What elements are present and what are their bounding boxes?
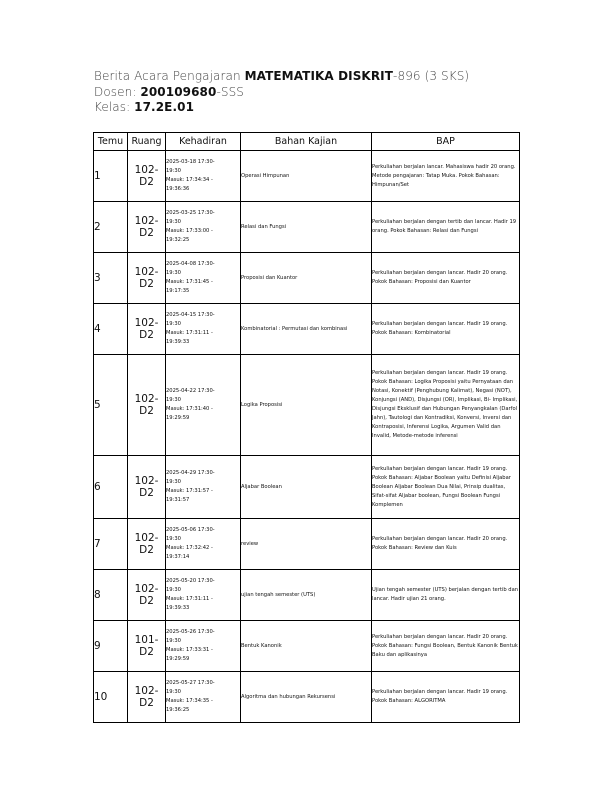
kehadiran-line: 2025-03-25 17:30- (166, 210, 215, 216)
cell-bahan-kajian: Algoritma dan hubungan Rekursensi (241, 672, 372, 723)
kehadiran-line: 19:29:59 (166, 415, 190, 421)
class-value: 17.2E.01 (134, 100, 195, 114)
kehadiran-line: 2025-04-29 17:30- (166, 470, 215, 476)
kehadiran-line: Masuk: 17:31:11 - (166, 596, 213, 602)
cell-kehadiran (166, 570, 241, 621)
cell-ruang: 102-D2 (128, 253, 166, 304)
lecturer-suffix: -SSS (216, 84, 245, 99)
table-body (94, 151, 520, 723)
cell-kehadiran (166, 151, 241, 202)
cell-ruang: 102-D2 (128, 456, 166, 519)
kehadiran-line: Masuk: 17:34:35 - (166, 698, 213, 704)
kehadiran-line: 19:30 (166, 219, 181, 225)
kehadiran-line: 2025-05-20 17:30- (166, 578, 215, 584)
course-code: -896 (3 SKS) (393, 69, 470, 83)
kehadiran-line: Masuk: 17:32:42 - (166, 545, 213, 551)
column-header-ruang: Ruang (128, 133, 166, 151)
cell-bap: Perkuliahan berjalan dengan lancar. Hadir 20 orang. Pokok Bahasan: Fungsi Boolean, Bentuk Kanonik Bentuk Baku dan aplikasinya (372, 621, 520, 672)
class-label: Kelas: (94, 100, 135, 114)
course-name: MATEMATIKA DISKRIT (244, 69, 394, 83)
table-row (94, 304, 520, 355)
cell-ruang: 101-D2 (128, 621, 166, 672)
kehadiran-line: 19:30 (166, 638, 181, 644)
cell-bahan-kajian: ujian tengah semester (UTS) (241, 570, 372, 621)
kehadiran-line: 19:17:35 (166, 288, 190, 294)
kehadiran-line: 2025-05-06 17:30- (166, 527, 215, 533)
cell-ruang: 102-D2 (128, 570, 166, 621)
cell-temu: 8 (94, 570, 128, 621)
kehadiran-line: 19:39:33 (166, 605, 190, 611)
kehadiran-line: Masuk: 17:31:45 - (166, 279, 213, 285)
cell-temu: 5 (94, 355, 128, 456)
table-row (94, 151, 520, 202)
column-header-bahan-kajian: Bahan Kajian (241, 133, 372, 151)
document-header (94, 69, 534, 116)
kehadiran-line: 2025-04-22 17:30- (166, 388, 215, 394)
bap-table (93, 132, 520, 723)
table-row (94, 355, 520, 456)
kehadiran-line: Masuk: 17:31:11 - (166, 330, 213, 336)
kehadiran-line: 19:30 (166, 689, 181, 695)
cell-bap: Perkuliahan berjalan dengan lancar. Hadir 19 orang. Pokok Bahasan: Kombinatorial (372, 304, 520, 355)
cell-ruang: 102-D2 (128, 672, 166, 723)
cell-temu: 2 (94, 202, 128, 253)
kehadiran-line: Masuk: 17:31:40 - (166, 406, 213, 412)
column-header-bap: BAP (372, 133, 520, 151)
kehadiran-line: 19:36:25 (166, 707, 190, 713)
cell-bahan-kajian: Bentuk Kanonik (241, 621, 372, 672)
cell-bap: Perkuliahan berjalan lancar. Mahasiswa hadir 20 orang. Metode pengajaran: Tatap Muka. Pokok Bahasan: Himpunan/Set (372, 151, 520, 202)
kehadiran-line: 2025-04-15 17:30- (166, 312, 215, 318)
kehadiran-line: Masuk: 17:33:31 - (166, 647, 213, 653)
kehadiran-line: 2025-03-18 17:30- (166, 159, 215, 165)
kehadiran-line: 2025-04-08 17:30- (166, 261, 215, 267)
kehadiran-line: Masuk: 17:31:57 - (166, 488, 213, 494)
cell-kehadiran (166, 519, 241, 570)
cell-kehadiran (166, 202, 241, 253)
kehadiran-line: Masuk: 17:33:00 - (166, 228, 213, 234)
cell-bahan-kajian: Relasi dan Fungsi (241, 202, 372, 253)
kehadiran-line: 19:30 (166, 270, 181, 276)
cell-kehadiran (166, 304, 241, 355)
cell-temu: 4 (94, 304, 128, 355)
cell-temu: 9 (94, 621, 128, 672)
lecturer-id: 200109680 (140, 84, 217, 99)
cell-kehadiran (166, 621, 241, 672)
cell-kehadiran (166, 253, 241, 304)
column-header-temu: Temu (94, 133, 128, 151)
table-row (94, 621, 520, 672)
kehadiran-line: 2025-05-27 17:30- (166, 680, 215, 686)
table-row (94, 253, 520, 304)
cell-temu: 1 (94, 151, 128, 202)
kehadiran-line: 19:30 (166, 536, 181, 542)
kehadiran-line: Masuk: 17:34:34 - (166, 177, 213, 183)
lecturer-label: Dosen: (94, 84, 141, 99)
kehadiran-line: 19:30 (166, 321, 181, 327)
class-line (94, 100, 534, 116)
table-row (94, 672, 520, 723)
cell-bahan-kajian: Proposisi dan Kuantor (241, 253, 372, 304)
cell-kehadiran (166, 355, 241, 456)
kehadiran-line: 19:31:57 (166, 497, 190, 503)
table-row (94, 570, 520, 621)
cell-bahan-kajian: review (241, 519, 372, 570)
cell-ruang: 102-D2 (128, 355, 166, 456)
table-row (94, 456, 520, 519)
cell-ruang: 102-D2 (128, 202, 166, 253)
cell-bap: Perkuliahan berjalan dengan lancar. Hadir 20 orang. Pokok Bahasan: Review dan Kuis (372, 519, 520, 570)
cell-temu: 6 (94, 456, 128, 519)
kehadiran-line: 19:30 (166, 168, 181, 174)
kehadiran-line: 19:32:25 (166, 237, 190, 243)
kehadiran-line: 19:37:14 (166, 554, 190, 560)
table-row (94, 519, 520, 570)
cell-bahan-kajian: Aljabar Boolean (241, 456, 372, 519)
cell-bahan-kajian: Kombinatorial : Permutasi dan kombinasi (241, 304, 372, 355)
kehadiran-line: 19:36:36 (166, 186, 190, 192)
cell-kehadiran (166, 456, 241, 519)
kehadiran-line: 19:30 (166, 479, 181, 485)
course-prefix: Berita Acara Pengajaran (94, 69, 245, 83)
cell-bahan-kajian: Operasi Himpunan (241, 151, 372, 202)
cell-temu: 3 (94, 253, 128, 304)
kehadiran-line: 19:39:33 (166, 339, 190, 345)
cell-ruang: 102-D2 (128, 519, 166, 570)
cell-bap: Perkuliahan berjalan dengan lancar. Hadir 19 orang. Pokok Bahasan: Aljabar Boolean yaitu Definisi Aljabar Boolean Aljabar Boolean Dua Nilai, Prinsip dualitas, Sifat-sifat Aljabar boolean, Fungsi Boolean Fungsi Komplemen (372, 456, 520, 519)
cell-temu: 10 (94, 672, 128, 723)
cell-bap: Perkuliahan berjalan dengan lancar. Hadir 19 orang. Pokok Bahasan: ALGORITMA (372, 672, 520, 723)
kehadiran-line: 19:30 (166, 587, 181, 593)
cell-bap: Perkuliahan berjalan dengan lancar. Hadir 19 orang. Pokok Bahasan: Logika Proposisi yaitu Pernyataan dan Notasi, Konektif (Penghubung Kalimat), Negasi (NOT), Konjungsi (AND), Disjungsi (OR), Implikasi, Bi- Implikasi, Disjungsi Eksklusif dan Hubungan Penyangkalan (Darfol Jahn), Tautologi dan Kontradiksi, Konversi, Inversi dan Kontraposisi, Inferensi Logika, Argumen Valid dan Invalid, Metode-metode inferensi (372, 355, 520, 456)
kehadiran-line: 19:29:59 (166, 656, 190, 662)
cell-temu: 7 (94, 519, 128, 570)
course-line (94, 69, 534, 85)
cell-bap: Ujian tengah semester (UTS) berjalan dengan tertib dan lancar. Hadir ujian 21 orang. (372, 570, 520, 621)
cell-ruang: 102-D2 (128, 151, 166, 202)
column-header-kehadiran: Kehadiran (166, 133, 241, 151)
cell-bahan-kajian: Logika Proposisi (241, 355, 372, 456)
cell-bap: Perkuliahan berjalan dengan tertib dan lancar. Hadir 19 orang. Pokok Bahasan: Relasi dan Fungsi (372, 202, 520, 253)
cell-ruang: 102-D2 (128, 304, 166, 355)
cell-kehadiran (166, 672, 241, 723)
table-row (94, 202, 520, 253)
cell-bap: Perkuliahan berjalan dengan lancar. Hadir 20 orang. Pokok Bahasan: Proposisi dan Kuantor (372, 253, 520, 304)
table-header-row (94, 133, 520, 151)
kehadiran-line: 2025-05-26 17:30- (166, 629, 215, 635)
kehadiran-line: 19:30 (166, 397, 181, 403)
lecturer-line (94, 85, 534, 101)
